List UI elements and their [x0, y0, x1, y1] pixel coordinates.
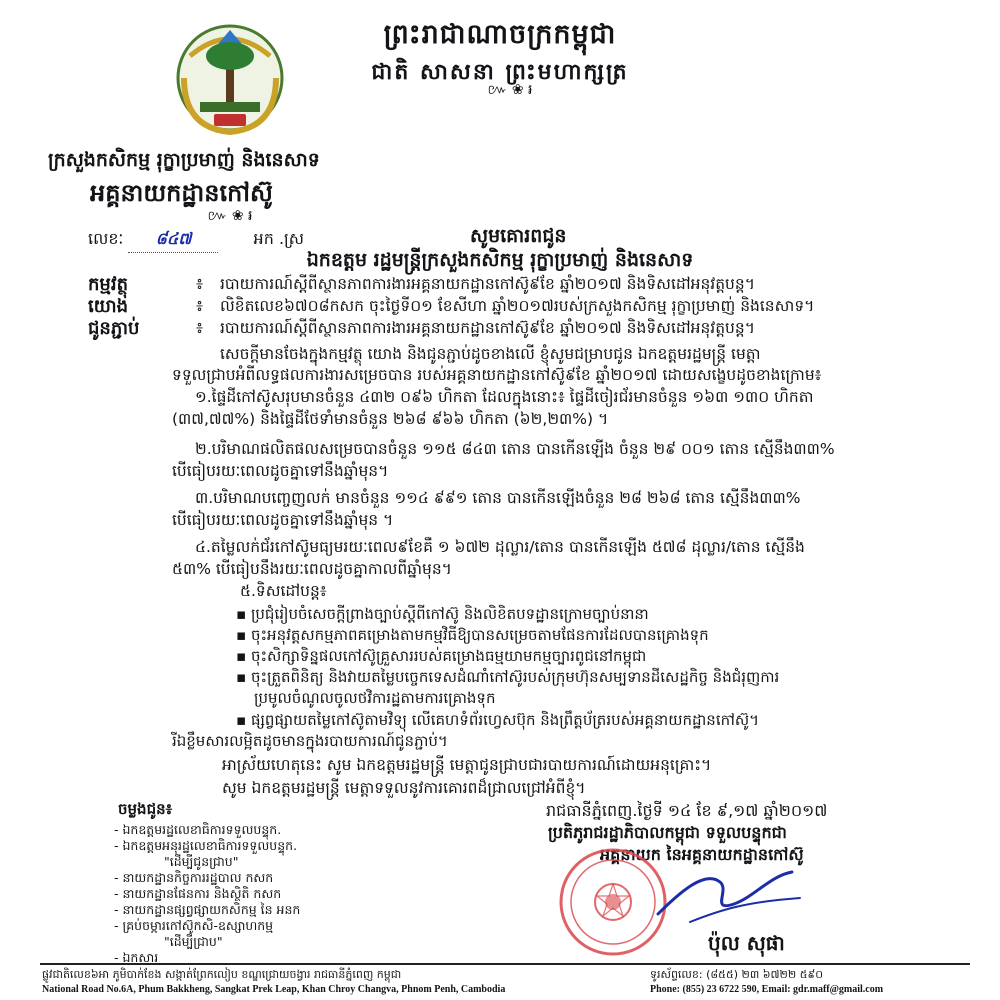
body-p2-line-2: បើធៀបរយៈពេលដូចគ្នាទៅនឹងឆ្នាំមុន។: [172, 462, 389, 480]
bullet-text: ចុះសិក្សាទិន្នផលកៅស៊ូគ្រួសាររបស់គម្រោងធម្មយាមកម្មច្បារពូជនៅកម្ពុជា: [250, 647, 647, 665]
meta-colon: ៖: [196, 274, 204, 293]
salutation: សូមគោរពជូន: [470, 225, 567, 247]
bullet-item: [236, 667, 779, 688]
ministry-name: ក្រសួងកសិកម្ម រុក្ខាប្រមាញ់ និងនេសាទ: [48, 149, 320, 171]
meta-label-reference: យោង: [88, 296, 128, 317]
copies-item: - គ្រប់ចម្ការកៅស៊ូកសិ-ឧស្សាហកម្ម: [114, 918, 274, 933]
bullet-text: ចុះអនុវត្តសកម្មភាពគម្រោងតាមកម្មវិធីឱ្យបានសម្រេចតាមផែនការដែលបានគ្រោងទុក: [250, 626, 709, 644]
bullet-dot-icon: ▪: [236, 647, 251, 665]
closing-line-1: អាស្រ័យហេតុនេះ សូម ឯកឧត្តមរដ្ឋមន្ត្រី មេត្តាជូនជ្រាបជារបាយការណ៍ដោយអនុគ្រោះ។: [222, 756, 712, 774]
department-ornament: ៚ ❀ ៛: [207, 208, 253, 224]
bullet-item: [236, 646, 646, 667]
meta-label-attachment: ជូនភ្ជាប់: [88, 318, 140, 339]
signatory-name: ប៉ុល សុផា: [708, 931, 785, 955]
meta-colon: ៖: [196, 318, 204, 337]
handwritten-signature: [650, 862, 810, 932]
body-p3-line-1: ៣.បរិមាណបញ្ចេញលក់ មានចំនួន ១១៤ ៩៩១ តោន បានកើនឡើងចំនួន ២៨ ២៦៨ តោន ស្មើនឹង៣៣%: [195, 489, 801, 507]
footer-divider: [40, 963, 970, 965]
bullet-dot-icon: ▪: [236, 668, 251, 686]
addressee: ឯកឧត្តម រដ្ឋមន្ត្រីក្រសួងកសិកម្ម រុក្ខាប្រមាញ់ និងនេសាទ: [306, 249, 694, 271]
bullet-dot-icon: ▪: [236, 626, 251, 644]
body-p4-line-1: ៤.តម្លៃលក់ជ័រកៅស៊ូមធ្យមរយៈពេល៩ខែគឺ ១ ៦៧២ ដុល្លារ/តោន បានកើនឡើង ៥៧៨ ដុល្លារ/តោន ស្មើនឹង: [195, 538, 805, 556]
closing-line-2: សូម ឯកឧត្តមរដ្ឋមន្ត្រី មេត្តាទទួលនូវការគោរពដ៏ជ្រាលជ្រៅអំពីខ្ញុំ។: [222, 779, 586, 797]
copies-list: [114, 822, 364, 966]
body-intro-line-1: សេចក្តីមានចែងក្នុងកម្មវត្ថុ យោង និងជូនភ្ជាប់ដូចខាងលើ ខ្ញុំសូមជម្រាបជូន ឯកឧត្តមរដ្ឋមន្ត្រី មេត្តា: [220, 345, 761, 363]
bullet-continuation: រីឯខ្លឹមសារលម្អិតដូចមានក្នុងរបាយការណ៍ជូនភ្ជាប់។: [172, 732, 448, 750]
body-p3-line-2: បើធៀបរយៈពេលដូចគ្នាទៅនឹងឆ្នាំមុន ។: [172, 511, 394, 529]
copies-item: - ឯកឧត្តមអនុរដ្ឋលេខាធិការទទួលបន្ទុក.: [114, 838, 298, 853]
department-name: អគ្គនាយកដ្ឋានកៅស៊ូ: [90, 179, 273, 207]
meta-row-attachment: [88, 316, 948, 338]
bullet-text: ប្រជុំរៀបចំសេចក្តីព្រាងច្បាប់ស្តីពីកៅស៊ូ និងលិខិតបទដ្ឋានក្រោមច្បាប់នានា: [250, 605, 649, 623]
bullet-dot-icon: ▪: [236, 711, 251, 729]
bullet-continuation: ប្រមូលចំណូលចូលថវិការដ្ឋតាមការគ្រោងទុក: [254, 689, 496, 707]
copies-item: "ដើម្បីជូនជ្រាប": [164, 854, 239, 869]
reference-number-label: លេខៈ: [88, 229, 124, 248]
footer-contact-en: Phone: (855) 23 6722 590, Email: gdr.maff@gmail.com: [650, 984, 884, 995]
meta-label-subject: កម្មវត្ថុ: [88, 274, 128, 295]
bullet-text: ផ្សព្វផ្សាយតម្លៃកៅស៊ូតាមវិទ្យុ លើគេហទំព័រហ្វេសប៊ុក និងព្រឹត្តប័ត្ររបស់អគ្គនាយកដ្ឋានកៅស៊ូ។: [250, 711, 760, 729]
meta-text-attachment: របាយការណ៍ស្តីពីស្ថានភាពការងារអគ្គនាយកដ្ឋានកៅស៊ូ៩ខែ ឆ្នាំ២០១៧ និងទិសដៅអនុវត្តបន្ត។: [220, 319, 755, 337]
signature-date: រាជធានីភ្នំពេញ.ថ្ងៃទី ១៤ ខែ ៩,១៧ ឆ្នាំ២០១៧: [546, 801, 828, 820]
meta-text-reference: លិខិតលេខ៦៧០៨កសក ចុះថ្ងៃទី០១ ខែសីហា ឆ្នាំ២០១៧របស់ក្រសួងកសិកម្ម រុក្ខាប្រមាញ់ និងនេសាទ។: [220, 297, 815, 315]
reference-number-value: ៨៤៧: [128, 228, 218, 253]
body-intro-line-2: ទទួលជ្រាបអំពីលទ្ធផលការងារសម្រេចបាន របស់អគ្គនាយកដ្ឋានកៅស៊ូ៩ខែ ឆ្នាំ២០១៧ ដោយសង្ខេបដូចខាងក្រោម៖: [172, 366, 822, 384]
copies-item: - នាយកដ្ឋានកិច្ចការរដ្ឋបាល កសក: [114, 870, 274, 885]
signature-role-1: ប្រតិភូរាជរដ្ឋាភិបាលកម្ពុជា ទទួលបន្ទុកជា: [548, 823, 787, 842]
body-p1-line-1: ១.ផ្ទៃដីកៅស៊ូសរុបមានចំនួន ៤៣២ ០៩៦ ហិកតា ដែលក្នុងនោះ៖ ផ្ទៃដីចៀរជ័រមានចំនួន ១៦៣ ១៣០ ហិកតា: [195, 388, 814, 406]
meta-row-subject: [88, 272, 948, 294]
copies-item: - នាយកដ្ឋានផែនការ និងស្ថិតិ កសក: [114, 886, 282, 901]
copies-item: - នាយកដ្ឋានផ្សព្វផ្សាយកសិកម្ម នៃ អនក: [114, 902, 301, 917]
bullet-item: [236, 604, 649, 625]
bullet-item: [236, 710, 759, 731]
copies-item: "ដើម្បីជ្រាប": [164, 934, 223, 949]
body-p2-line-1: ២.បរិមាណផលិតផលសម្រេចបានចំនួន ១១៥ ៨៤៣ តោន បានកើនឡើង ចំនួន ២៩ ០០១ តោន ស្មើនឹង៣៣%: [195, 440, 835, 458]
body-p4-line-2: ៥៣% បើធៀបនឹងរយៈពេលដូចគ្នាកាលពីឆ្នាំមុន។: [172, 560, 452, 578]
bullet-item: [236, 625, 709, 646]
body-p1-line-2: (៣៧,៧៧%) និងផ្ទៃដីថែទាំមានចំនួន ២៦៨ ៩៦៦ ហិកតា (៦២,២៣%) ។: [172, 410, 609, 428]
copies-title: ចម្លងជូន៖: [118, 800, 173, 818]
meta-colon: ៖: [196, 296, 204, 315]
body-p5-title: ៥.ទិសដៅបន្ត៖: [240, 582, 327, 600]
footer-address-en: National Road No.6A, Phum Bakkheng, Sangkat Prek Leap, Khan Chroy Changva, Phnom Penh, Cambodia: [42, 984, 506, 995]
national-motto: ជាតិ សាសនា ព្រះមហាក្សត្រ: [371, 60, 629, 85]
bullet-dot-icon: ▪: [236, 605, 251, 623]
kingdom-title: ព្រះរាជាណាចក្រកម្ពុជា: [383, 19, 617, 50]
ministry-logo: [170, 16, 290, 146]
footer-phone-kh: ទូរស័ព្ទលេខ: (៨៥៥) ២៣ ៦៧២២ ៥៩០: [650, 968, 824, 981]
meta-row-reference: [88, 294, 948, 316]
footer-address-kh: ផ្លូវជាតិលេខ៦អា ភូមិបាក់ខែង សង្កាត់ព្រែកលៀប ខណ្ឌជ្រោយចង្វារ រាជធានីភ្នំពេញ កម្ពុជា: [42, 968, 402, 981]
reference-org-code: អក .ស្រ: [253, 229, 305, 248]
meta-text-subject: របាយការណ៍ស្តីពីស្ថានភាពការងារអគ្គនាយកដ្ឋានកៅស៊ូ៩ខែ ឆ្នាំ២០១៧ និងទិសដៅអនុវត្តបន្ត។: [220, 275, 755, 293]
header-ornament: ៚ ❀ ៛: [487, 82, 533, 98]
copies-item: - ឯកសារ: [114, 950, 159, 965]
meta-block: [88, 272, 948, 338]
bullet-text: ចុះត្រួតពិនិត្យ និងវាយតម្លៃបច្ចេកទេសដំណាំកៅស៊ូរបស់ក្រុមហ៊ុនសម្បទានដីសេដ្ឋកិច្ច និងជំរុញការ: [250, 668, 780, 686]
signature-role-2: អគ្គនាយក នៃអគ្គនាយកដ្ឋានកៅស៊ូ: [600, 845, 804, 864]
copies-item: - ឯកឧត្តមរដ្ឋលេខាធិការទទួលបន្ទុក.: [114, 822, 282, 837]
